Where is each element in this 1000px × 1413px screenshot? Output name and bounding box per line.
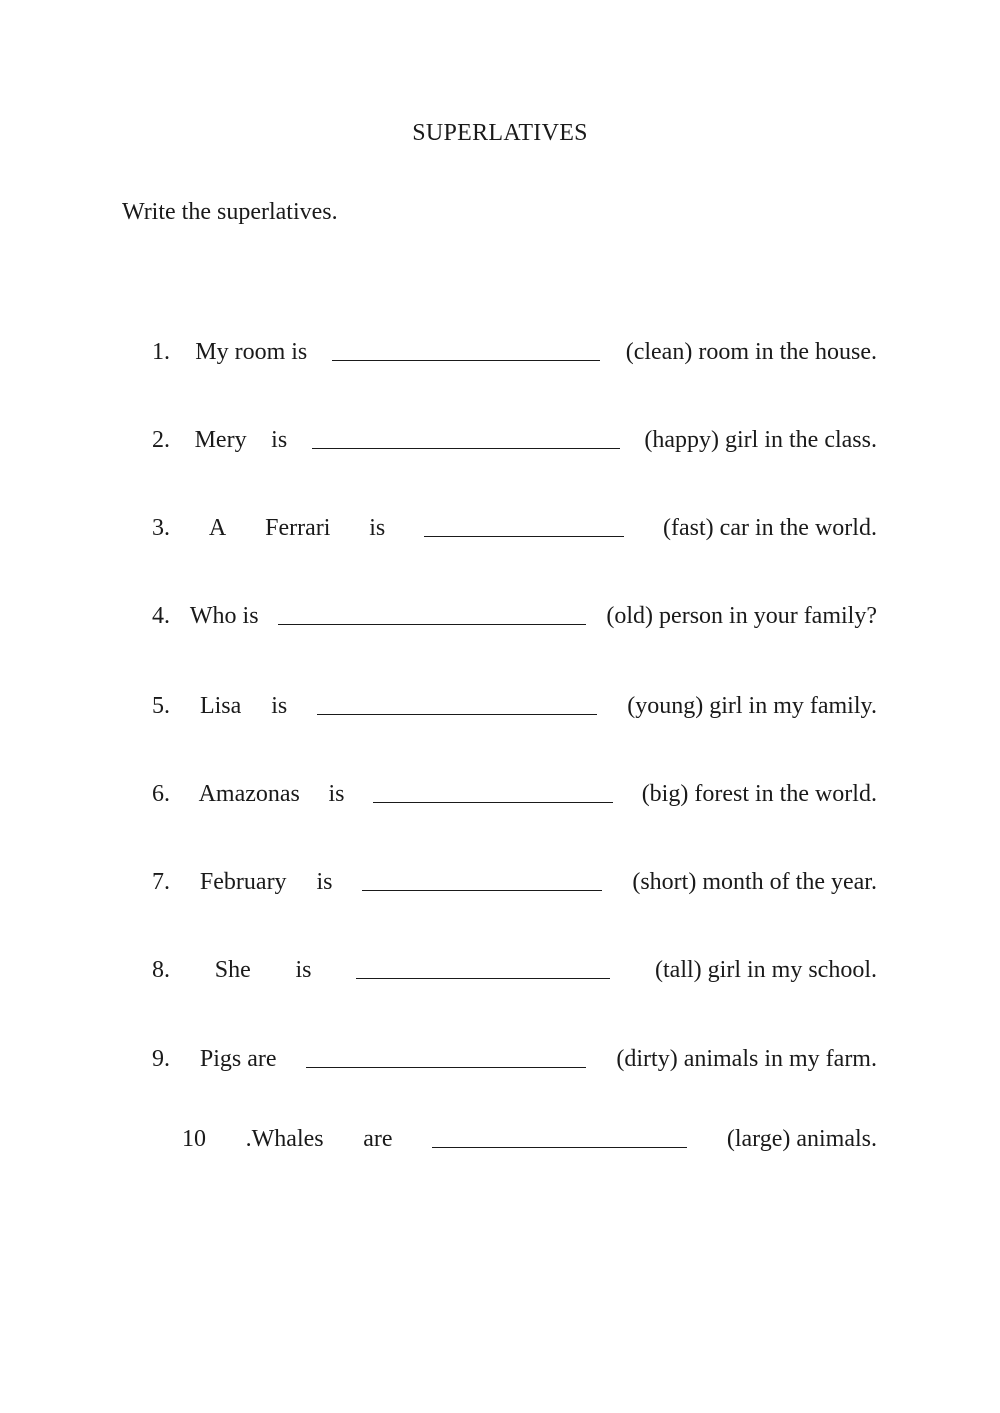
item-text: Ferrari xyxy=(265,515,331,541)
item-number: 5. xyxy=(152,693,170,719)
item-text: is xyxy=(271,693,288,719)
item-hint: (old) person in your family? xyxy=(606,603,877,629)
answer-blank[interactable] xyxy=(278,602,586,625)
exercise-item-9 xyxy=(152,1043,877,1073)
item-number: 2. xyxy=(152,427,170,453)
item-number: 7. xyxy=(152,869,170,895)
item-hint: (dirty) animals in my farm. xyxy=(616,1046,877,1072)
item-hint: (happy) girl in the class. xyxy=(644,427,877,453)
answer-blank[interactable] xyxy=(332,338,600,361)
answer-blank[interactable] xyxy=(306,1045,586,1068)
answer-blank[interactable] xyxy=(356,956,610,979)
item-text: Lisa xyxy=(199,693,242,719)
answer-blank[interactable] xyxy=(424,514,624,537)
item-hint: (big) forest in the world. xyxy=(641,781,877,807)
item-hint: (tall) girl in my school. xyxy=(655,957,877,983)
answer-blank[interactable] xyxy=(312,426,620,449)
exercise-item-7 xyxy=(152,866,877,896)
item-text: .Whales xyxy=(245,1126,324,1152)
item-text: Who is xyxy=(189,603,259,629)
exercise-item-10 xyxy=(182,1123,877,1153)
item-number: 8. xyxy=(152,957,170,983)
answer-blank[interactable] xyxy=(362,868,602,891)
instruction-text: Write the superlatives. xyxy=(122,199,338,225)
item-text: Mery xyxy=(194,427,247,453)
item-text: are xyxy=(363,1126,393,1152)
worksheet-title: SUPERLATIVES xyxy=(412,120,588,146)
item-text: is xyxy=(271,427,288,453)
exercise-item-1 xyxy=(152,336,877,366)
item-number: 1. xyxy=(152,339,170,365)
answer-blank[interactable] xyxy=(317,692,597,715)
item-number: 6. xyxy=(152,781,170,807)
item-number: 9. xyxy=(152,1046,170,1072)
item-text: is xyxy=(369,515,386,541)
item-text: She xyxy=(214,957,251,983)
item-number: 10 xyxy=(182,1126,206,1152)
exercise-item-8 xyxy=(152,954,877,984)
item-hint: (fast) car in the world. xyxy=(663,515,877,541)
answer-blank[interactable] xyxy=(432,1125,687,1148)
item-hint: (young) girl in my family. xyxy=(627,693,877,719)
item-hint: (large) animals. xyxy=(726,1126,877,1152)
item-hint: (clean) room in the house. xyxy=(625,339,877,365)
exercise-item-6 xyxy=(152,778,877,808)
item-hint: (short) month of the year. xyxy=(632,869,877,895)
item-text: Pigs are xyxy=(199,1046,277,1072)
item-text: My room is xyxy=(195,339,308,365)
exercise-item-2 xyxy=(152,424,877,454)
exercise-item-3 xyxy=(152,512,877,542)
item-text: Amazonas xyxy=(198,781,300,807)
item-text: February xyxy=(199,869,287,895)
item-number: 4. xyxy=(152,603,170,629)
answer-blank[interactable] xyxy=(373,780,613,803)
exercise-item-4 xyxy=(152,600,877,630)
item-text: A xyxy=(208,515,227,541)
exercise-item-5 xyxy=(152,690,877,720)
item-text: is xyxy=(328,781,345,807)
item-text: is xyxy=(295,957,312,983)
item-text: is xyxy=(316,869,333,895)
item-number: 3. xyxy=(152,515,170,541)
